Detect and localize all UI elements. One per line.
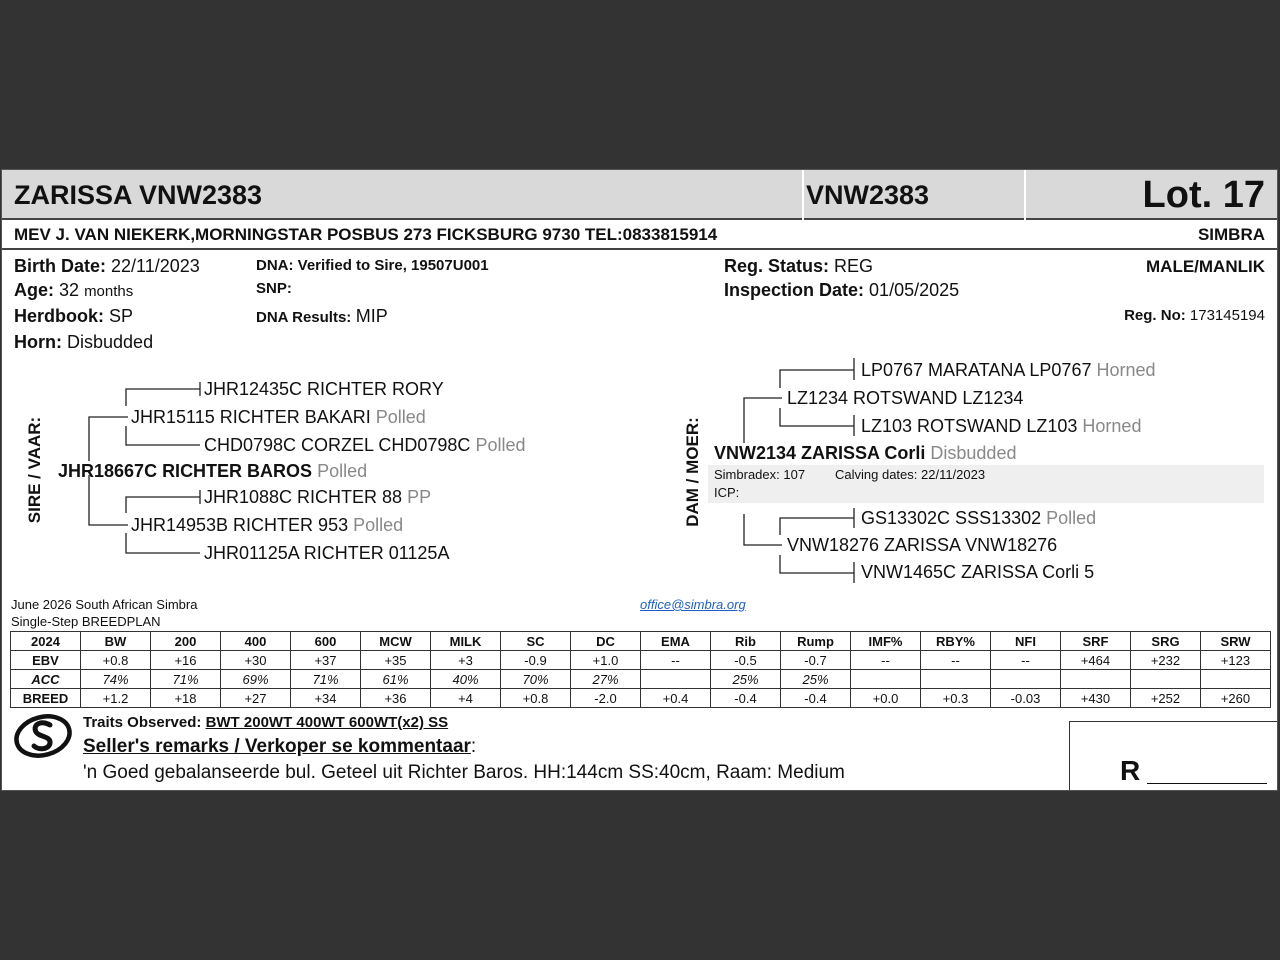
ebv-cell: -0.9 — [501, 651, 571, 670]
ebv-col-header: Rib — [711, 632, 781, 651]
ebv-cell: +1.0 — [571, 651, 641, 670]
pedigree-lines — [2, 170, 1278, 630]
dam-side-label: DAM / MOER: — [683, 417, 702, 527]
ebv-cell — [1131, 670, 1201, 689]
price-prefix: R — [1120, 755, 1141, 786]
lot-card — [1, 169, 1278, 791]
ebv-cell: 25% — [711, 670, 781, 689]
sex: MALE/MANLIK — [1146, 257, 1265, 276]
ebv-col-header: SRW — [1201, 632, 1271, 651]
ebv-table — [10, 631, 1271, 708]
ebv-cell: +18 — [151, 689, 221, 708]
sire-dam-dam: JHR01125A RICHTER 01125A — [204, 543, 450, 563]
ebv-cell: -0.03 — [991, 689, 1061, 708]
ebv-cell: +1.2 — [81, 689, 151, 708]
ebv-cell — [641, 670, 711, 689]
ebv-col-header: Rump — [781, 632, 851, 651]
ebv-col-header: IMF% — [851, 632, 921, 651]
ebv-row — [11, 651, 1271, 670]
ebv-cell: 27% — [571, 670, 641, 689]
ebv-cell: +34 — [291, 689, 361, 708]
ebv-col-header: SC — [501, 632, 571, 651]
ebv-cell: +430 — [1061, 689, 1131, 708]
ebv-cell: +232 — [1131, 651, 1201, 670]
email-link[interactable]: office@simbra.org — [640, 597, 746, 612]
ebv-col-header: 600 — [291, 632, 361, 651]
ebv-cell: +4 — [431, 689, 501, 708]
ebv-cell: -- — [641, 651, 711, 670]
ebv-cell: -- — [851, 651, 921, 670]
ebv-cell: +464 — [1061, 651, 1131, 670]
ebv-cell: +0.0 — [851, 689, 921, 708]
price-line[interactable] — [1147, 782, 1267, 784]
traits-observed: Traits Observed: BWT 200WT 400WT 600WT(x2) SS — [83, 714, 449, 731]
dam-sire-dam: LZ103 ROTSWAND LZ103 Horned — [861, 416, 1142, 436]
ebv-col-header: 2024 — [11, 632, 81, 651]
ebv-col-header: SRF — [1061, 632, 1131, 651]
ebv-cell: +30 — [221, 651, 291, 670]
inspection-date: Inspection Date: 01/05/2025 — [724, 280, 960, 300]
ebv-cell — [991, 670, 1061, 689]
ebv-cell: +0.8 — [81, 651, 151, 670]
owner-address: MEV J. VAN NIEKERK,MORNINGSTAR POSBUS 273 FICKSBURG 9730 TEL:0833815914 — [14, 225, 718, 244]
animal-name: ZARISSA VNW2383 — [14, 180, 263, 210]
sire-name: JHR18667C RICHTER BAROS Polled — [58, 461, 368, 481]
ebv-cell: 74% — [81, 670, 151, 689]
horn-status: Horn: Disbudded — [14, 332, 154, 352]
dam-dam: VNW18276 ZARISSA VNW18276 — [787, 535, 1058, 555]
ebv-cell: +16 — [151, 651, 221, 670]
breed-name: SIMBRA — [1197, 225, 1265, 244]
ebv-row — [11, 670, 1271, 689]
snp: SNP: — [256, 280, 292, 297]
ebv-cell — [851, 670, 921, 689]
ebv-col-header: MILK — [431, 632, 501, 651]
ebv-cell: 69% — [221, 670, 291, 689]
ebv-cell: +260 — [1201, 689, 1271, 708]
sire-sire-dam: CHD0798C CORZEL CHD0798C Polled — [204, 435, 526, 455]
ebv-cell: 61% — [361, 670, 431, 689]
ebv-cell: +37 — [291, 651, 361, 670]
ebv-cell: -2.0 — [571, 689, 641, 708]
ebv-cell: +123 — [1201, 651, 1271, 670]
ebv-row — [11, 689, 1271, 708]
dam-dam-sire: GS13302C SSS13302 Polled — [861, 508, 1097, 528]
ebv-cell: 71% — [151, 670, 221, 689]
ebv-cell: +27 — [221, 689, 291, 708]
breedplan-line1: June 2026 South African Simbra — [11, 597, 198, 612]
remarks-title: Seller's remarks / Verkoper se kommentaar: — [83, 736, 477, 757]
breedplan-line2: Single-Step BREEDPLAN — [11, 614, 161, 629]
calving-dates: Calving dates: 22/11/2023 — [835, 467, 986, 482]
ebv-body — [11, 651, 1271, 708]
ebv-col-header: BW — [81, 632, 151, 651]
ebv-cell: -0.7 — [781, 651, 851, 670]
ebv-col-header: MCW — [361, 632, 431, 651]
sire-dam-sire: JHR1088C RICHTER 88 PP — [204, 487, 432, 507]
age: Age: 32 months — [14, 280, 134, 300]
ebv-cell: -0.4 — [711, 689, 781, 708]
ebv-col-header: EMA — [641, 632, 711, 651]
ebv-cell — [1061, 670, 1131, 689]
dna-results: DNA Results: MIP — [256, 306, 388, 326]
dam-sire: LZ1234 ROTSWAND LZ1234 — [787, 388, 1024, 408]
ebv-col-header: NFI — [991, 632, 1061, 651]
ebv-cell: 70% — [501, 670, 571, 689]
herdbook: Herdbook: SP — [14, 306, 134, 326]
ebv-col-header: DC — [571, 632, 641, 651]
dna-verification: DNA: Verified to Sire, 19507U001 — [256, 257, 489, 274]
ebv-cell: +36 — [361, 689, 431, 708]
dam-dam-dam: VNW1465C ZARISSA Corli 5 — [861, 562, 1095, 582]
sire-dam: JHR14953B RICHTER 953 Polled — [131, 515, 404, 535]
simbradex: Simbradex: 107 — [714, 467, 806, 482]
ebv-row-label: BREED — [11, 689, 81, 708]
reg-status: Reg. Status: REG — [724, 256, 874, 276]
ebv-cell: 40% — [431, 670, 501, 689]
price-box — [1069, 721, 1278, 791]
ebv-cell: +252 — [1131, 689, 1201, 708]
ebv-cell: 71% — [291, 670, 361, 689]
dam-sire-sire: LP0767 MARATANA LP0767 Horned — [861, 360, 1156, 380]
ebv-cell: +35 — [361, 651, 431, 670]
lot-number: Lot. 17 — [1142, 174, 1265, 216]
ebv-col-header: SRG — [1131, 632, 1201, 651]
sire-sire: JHR15115 RICHTER BAKARI Polled — [131, 407, 426, 427]
sire-side-label: SIRE / VAAR: — [25, 416, 44, 524]
ebv-cell: +3 — [431, 651, 501, 670]
ebv-cell — [921, 670, 991, 689]
ebv-row-label: ACC — [11, 670, 81, 689]
remarks-text: 'n Goed gebalanseerde bul. Geteel uit Richter Baros. HH:144cm SS:40cm, Raam: Medium — [83, 762, 845, 783]
ebv-cell — [1201, 670, 1271, 689]
ebv-header-row — [11, 632, 1271, 651]
ebv-cell: +0.4 — [641, 689, 711, 708]
reg-number: Reg. No: 173145194 — [1124, 307, 1265, 324]
birth-date: Birth Date: 22/11/2023 — [14, 256, 200, 276]
ebv-cell: 25% — [781, 670, 851, 689]
animal-code: VNW2383 — [806, 180, 930, 210]
dam-performance-box — [708, 465, 1264, 503]
ebv-cell: +0.3 — [921, 689, 991, 708]
ebv-cell: +0.8 — [501, 689, 571, 708]
ebv-cell: -- — [991, 651, 1061, 670]
simbra-logo-icon — [12, 711, 74, 761]
icp: ICP: — [714, 485, 740, 500]
dam-name: VNW2134 ZARISSA Corli Disbudded — [714, 443, 1017, 463]
ebv-cell: -- — [921, 651, 991, 670]
ebv-cell: -0.5 — [711, 651, 781, 670]
ebv-cell: -0.4 — [781, 689, 851, 708]
ebv-col-header: 200 — [151, 632, 221, 651]
ebv-col-header: 400 — [221, 632, 291, 651]
ebv-col-header: RBY% — [921, 632, 991, 651]
ebv-row-label: EBV — [11, 651, 81, 670]
sire-sire-sire: JHR12435C RICHTER RORY — [204, 379, 444, 399]
